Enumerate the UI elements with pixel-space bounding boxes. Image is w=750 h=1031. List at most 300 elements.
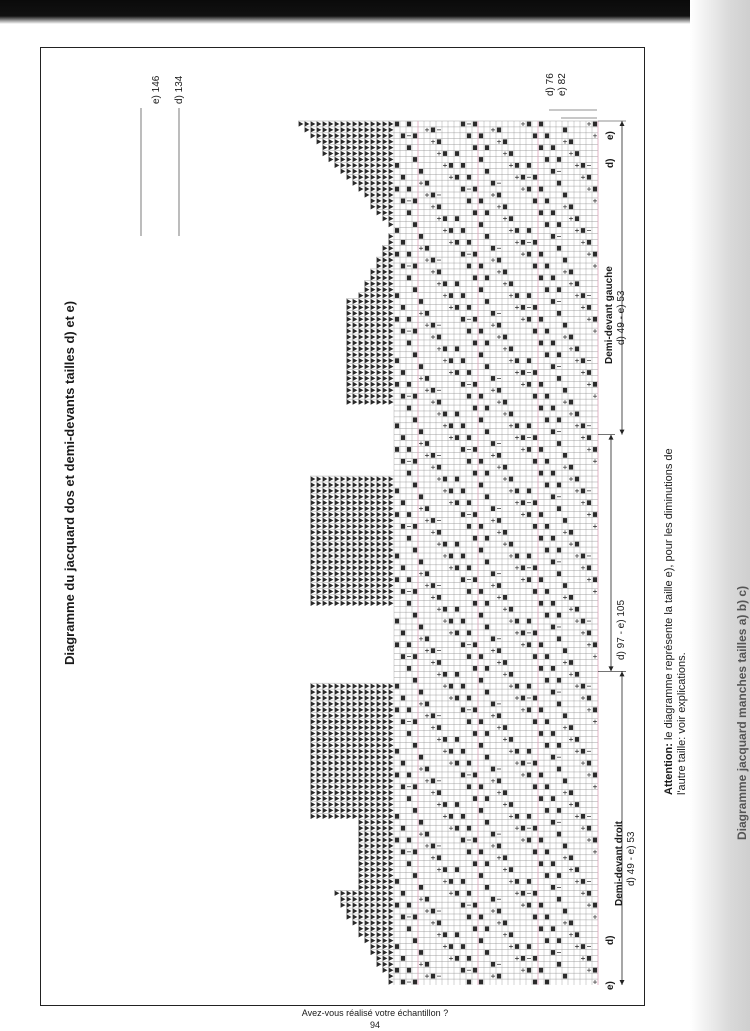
decrease-triangle [341,589,346,594]
decrease-triangle [389,518,394,523]
contrast-square [545,613,549,618]
decrease-triangle [371,902,376,907]
decrease-triangle [311,778,316,783]
decrease-triangle [353,541,358,546]
contrast-square [593,252,597,257]
decrease-triangle [389,251,394,256]
decrease-triangle [365,938,370,943]
decrease-triangle [311,541,316,546]
decrease-triangle [389,956,394,961]
decrease-triangle [371,879,376,884]
decrease-triangle [329,772,334,777]
cross-stitch [425,779,429,783]
contrast-square [509,477,513,482]
contrast-square [479,613,483,618]
cross-stitch [437,737,441,741]
decrease-triangle [377,897,382,902]
contrast-square [473,145,477,150]
decrease-triangle [335,760,340,765]
cross-stitch [431,660,435,664]
decrease-triangle [311,802,316,807]
contrast-square [443,737,447,742]
decrease-triangle [389,175,394,180]
decrease-triangle [377,553,382,558]
decrease-triangle [359,399,364,404]
contrast-square [461,707,465,712]
decrease-triangle [365,802,370,807]
contrast-square [407,707,411,712]
decrease-triangle [359,731,364,736]
decrease-triangle [383,370,388,375]
contrast-square [407,796,411,801]
decrease-triangle [317,713,322,718]
contrast-square [521,500,525,505]
contrast-square [467,435,471,440]
contrast-square [485,861,489,866]
cross-stitch [509,163,513,167]
decrease-triangle [335,163,340,168]
contrast-square [395,488,399,493]
contrast-square [467,240,471,245]
contrast-square [527,577,531,582]
decrease-triangle [359,293,364,298]
contrast-square [461,317,465,322]
contrast-square [413,352,417,357]
decrease-triangle [377,713,382,718]
cross-stitch [521,643,525,647]
cross-stitch [437,477,441,481]
decrease-triangle [341,814,346,819]
cross-stitch [431,921,435,925]
decrease-triangle [341,121,346,126]
decrease-triangle [371,790,376,795]
decrease-triangle [341,571,346,576]
decrease-triangle [359,932,364,937]
contrast-square [413,483,417,488]
decrease-triangle [311,796,316,801]
decrease-triangle [323,482,328,487]
decrease-triangle [329,583,334,588]
cross-stitch [419,962,423,966]
cross-stitch [503,737,507,741]
contrast-square [593,187,597,192]
contrast-square [473,210,477,215]
decrease-triangle [353,719,358,724]
contrast-square [515,163,519,168]
cross-stitch [419,442,423,446]
cross-stitch [569,542,573,546]
cross-stitch [515,566,519,570]
cross-stitch [491,258,495,262]
decrease-triangle [341,559,346,564]
decrease-triangle [389,151,394,156]
decrease-triangle [329,121,334,126]
decrease-triangle [371,873,376,878]
decrease-triangle [317,536,322,541]
decrease-triangle [317,476,322,481]
contrast-square [467,980,471,985]
decrease-triangle [311,701,316,706]
decrease-triangle [329,577,334,582]
contrast-square [467,370,471,375]
decrease-triangle [389,689,394,694]
decrease-triangle [365,328,370,333]
decrease-triangle [389,583,394,588]
cross-stitch [425,323,429,327]
decrease-triangle [347,683,352,688]
contrast-square [527,423,531,428]
contrast-square [545,133,549,138]
decrease-triangle [347,595,352,600]
contrast-square [395,707,399,712]
decrease-triangle [377,257,382,262]
decrease-triangle [377,370,382,375]
cross-stitch [569,347,573,351]
contrast-square [467,784,471,789]
contrast-square [407,512,411,517]
decrease-triangle [317,565,322,570]
decrease-triangle [353,553,358,558]
decrease-triangle [371,814,376,819]
decrease-triangle [377,956,382,961]
decrease-triangle [377,488,382,493]
decrease-triangle [359,695,364,700]
contrast-square [587,240,591,245]
cross-stitch [443,814,447,818]
decrease-triangle [371,731,376,736]
contrast-square [557,417,561,422]
decrease-triangle [329,541,334,546]
decrease-triangle [383,163,388,168]
contrast-square [581,684,585,689]
contrast-square [563,909,567,914]
contrast-square [455,175,459,180]
contrast-square [557,897,561,902]
cross-stitch [575,424,579,428]
decrease-triangle [371,317,376,322]
contrast-square [491,441,495,446]
decrease-triangle [311,772,316,777]
decrease-triangle [359,169,364,174]
contrast-square [527,838,531,843]
decrease-triangle [371,820,376,825]
contrast-square [497,453,501,458]
contrast-square [551,169,555,174]
decrease-triangle [371,358,376,363]
decrease-triangle [377,790,382,795]
contrast-square [557,157,561,162]
cross-stitch [491,584,495,588]
cross-stitch [419,376,423,380]
contrast-square [485,731,489,736]
contrast-square [527,228,531,233]
cross-stitch [419,507,423,511]
contrast-square [473,317,477,322]
cross-stitch [509,359,513,363]
decrease-triangle [383,482,388,487]
decrease-triangle [317,766,322,771]
decrease-triangle [341,731,346,736]
decrease-triangle [377,820,382,825]
decrease-triangle [389,879,394,884]
contrast-square [455,672,459,677]
cross-stitch [575,619,579,623]
contrast-square [533,264,537,269]
contrast-square [401,761,405,766]
cross-stitch [431,465,435,469]
cross-stitch [503,607,507,611]
contrast-square [545,394,549,399]
contrast-square [461,968,465,973]
contrast-square [467,761,471,766]
cross-stitch [575,684,579,688]
decrease-triangle [359,719,364,724]
contrast-square [455,240,459,245]
cross-stitch [509,294,513,298]
cross-stitch [563,335,567,339]
cross-stitch [425,909,429,913]
contrast-square [485,666,489,671]
decrease-triangle [389,849,394,854]
contrast-square [575,216,579,221]
cross-stitch [425,258,429,262]
decrease-triangle [389,311,394,316]
decrease-triangle [323,707,328,712]
decrease-triangle [383,121,388,126]
contrast-square [593,773,597,778]
decrease-triangle [371,186,376,191]
contrast-square [533,394,537,399]
arrow-head-top-2 [609,435,614,440]
contrast-square [587,761,591,766]
contrast-square [401,459,405,464]
decrease-triangle [377,885,382,890]
decrease-triangle [389,926,394,931]
decrease-triangle [335,518,340,523]
decrease-triangle [317,701,322,706]
decrease-triangle [365,689,370,694]
decrease-triangle [335,571,340,576]
decrease-triangle [377,855,382,860]
decrease-triangle [371,749,376,754]
decrease-triangle [371,388,376,393]
contrast-square [593,317,597,322]
decrease-triangle [341,536,346,541]
cross-stitch [515,826,519,830]
cross-stitch [509,814,513,818]
decrease-triangle [329,790,334,795]
cross-stitch [437,803,441,807]
decrease-triangle [353,749,358,754]
decrease-triangle [371,885,376,890]
decrease-triangle [335,743,340,748]
decrease-triangle [377,778,382,783]
cross-stitch [563,791,567,795]
arrow-head-bottom-2 [609,666,614,671]
contrast-square [419,885,423,890]
decrease-triangle [353,571,358,576]
contrast-square [455,867,459,872]
decrease-triangle [377,849,382,854]
decrease-triangle [377,559,382,564]
decrease-triangle [341,169,346,174]
decrease-triangle [311,760,316,765]
decrease-triangle [371,340,376,345]
contrast-square [437,400,441,405]
decrease-triangle [371,701,376,706]
decrease-triangle [371,831,376,836]
decrease-triangle [389,323,394,328]
decrease-triangle [347,482,352,487]
decrease-triangle [353,376,358,381]
contrast-square [467,631,471,636]
decrease-triangle [383,186,388,191]
decrease-triangle [371,281,376,286]
contrast-square [587,175,591,180]
contrast-square [545,784,549,789]
contrast-square [587,500,591,505]
decrease-triangle [341,482,346,487]
decrease-triangle [383,701,388,706]
decrease-triangle [359,914,364,919]
decrease-triangle [347,311,352,316]
decrease-triangle [371,601,376,606]
decrease-triangle [389,281,394,286]
contrast-square [473,773,477,778]
decrease-triangle [383,826,388,831]
contrast-square [461,163,465,168]
contrast-square [413,784,417,789]
contrast-square [455,737,459,742]
cross-stitch [569,152,573,156]
decrease-triangle [389,565,394,570]
decrease-triangle [347,802,352,807]
cross-stitch [491,323,495,327]
decrease-triangle [377,601,382,606]
decrease-triangle [335,808,340,813]
cross-stitch [431,856,435,860]
decrease-triangle [377,263,382,268]
decrease-triangle [329,725,334,730]
contrast-square [527,447,531,452]
decrease-triangle [377,938,382,943]
contrast-square [581,554,585,559]
contrast-square [497,713,501,718]
cross-stitch [515,696,519,700]
decrease-triangle [317,743,322,748]
decrease-triangle [359,885,364,890]
contrast-square [527,814,531,819]
contrast-square [479,199,483,204]
contrast-square [461,228,465,233]
decrease-triangle [383,287,388,292]
contrast-square [455,305,459,310]
decrease-triangle [371,346,376,351]
cross-stitch [575,749,579,753]
contrast-square [461,358,465,363]
decrease-triangle [371,334,376,339]
contrast-square [575,672,579,677]
decrease-triangle [359,328,364,333]
decrease-triangle [365,772,370,777]
decrease-triangle [329,595,334,600]
decrease-triangle [371,743,376,748]
contrast-square [401,175,405,180]
decrease-triangle [371,536,376,541]
decrease-triangle [323,589,328,594]
cross-stitch [587,513,591,517]
contrast-square [485,429,489,434]
decrease-triangle [347,305,352,310]
contrast-square [461,577,465,582]
contrast-square [533,459,537,464]
decrease-triangle [335,689,340,694]
decrease-triangle [353,382,358,387]
decrease-triangle [341,689,346,694]
contrast-square [557,376,561,381]
contrast-square [557,873,561,878]
decrease-triangle [323,512,328,517]
contrast-square [395,944,399,949]
decrease-triangle [347,151,352,156]
decrease-triangle [347,358,352,363]
cross-stitch [491,649,495,653]
contrast-square [497,388,501,393]
decrease-triangle [383,269,388,274]
decrease-triangle [377,399,382,404]
decrease-triangle [311,790,316,795]
decrease-triangle [365,530,370,535]
decrease-triangle [371,382,376,387]
decrease-triangle [383,837,388,842]
cross-stitch [563,400,567,404]
contrast-square [479,719,483,724]
cross-stitch [587,382,591,386]
decrease-triangle [359,920,364,925]
decrease-triangle [347,553,352,558]
decrease-triangle [377,547,382,552]
edge-label-e-bottom: e) [605,981,616,990]
decrease-triangle [383,867,388,872]
contrast-square [575,412,579,417]
contrast-square [407,252,411,257]
decrease-triangle [347,689,352,694]
decrease-triangle [389,897,394,902]
decrease-triangle [389,920,394,925]
decrease-triangle [365,323,370,328]
cross-stitch [521,382,525,386]
decrease-triangle [365,849,370,854]
decrease-triangle [377,861,382,866]
decrease-triangle [383,180,388,185]
decrease-triangle [335,755,340,760]
contrast-square [407,903,411,908]
decrease-triangle [353,133,358,138]
decrease-triangle [377,334,382,339]
contrast-square [551,625,555,630]
cross-stitch [443,424,447,428]
contrast-square [485,494,489,499]
contrast-square [521,370,525,375]
decrease-triangle [389,293,394,298]
contrast-square [467,305,471,310]
contrast-square [437,660,441,665]
decrease-triangle [359,530,364,535]
decrease-triangle [371,352,376,357]
decrease-triangle [335,589,340,594]
decrease-triangle [353,524,358,529]
decrease-triangle [389,269,394,274]
